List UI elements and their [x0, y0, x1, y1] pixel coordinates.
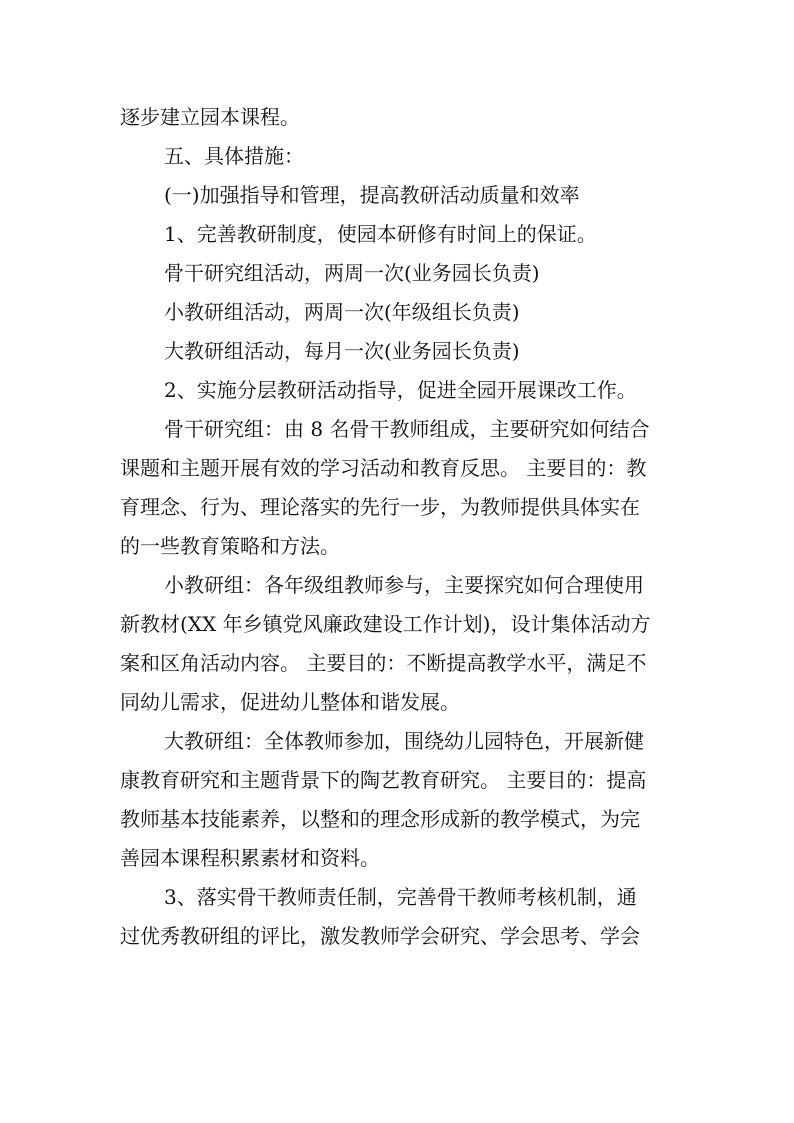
text-line: 过优秀教研组的评比，激发教师学会研究、学会思考、学会 — [120, 924, 640, 948]
text-line: 大教研组活动，每月一次(业务园长负责) — [164, 339, 520, 363]
text-line: 育理念、行为、理论落实的先行一步，为教师提供具体实在 — [120, 495, 640, 519]
text-line: 逐步建立园本课程。 — [120, 105, 300, 129]
text-line: 同幼儿需求，促进幼儿整体和谐发展。 — [120, 690, 460, 714]
text-line: 3、落实骨干教师责任制，完善骨干教师考核机制，通 — [164, 885, 637, 909]
text-line: 案和区角活动内容。 主要目的：不断提高教学水平，满足不 — [120, 651, 647, 675]
text-line: 2、实施分层教研活动指导，促进全园开展课改工作。 — [164, 378, 637, 402]
text-line: 小教研组活动，两周一次(年级组长负责) — [164, 300, 520, 324]
text-line: 教师基本技能素养，以整和的理念形成新的教学模式，为完 — [120, 807, 640, 831]
text-line: 五、具体措施： — [164, 144, 304, 168]
document-body — [120, 98, 676, 956]
text-line: 大教研组：全体教师参加，围绕幼儿园特色，开展新健 — [164, 729, 644, 753]
text-line: (一)加强指导和管理，提高教研活动质量和效率 — [164, 183, 580, 207]
text-line: 善园本课程积累素材和资料。 — [120, 846, 380, 870]
text-line: 康教育研究和主题背景下的陶艺教育研究。 主要目的：提高 — [120, 768, 647, 792]
text-line: 新教材(XX 年乡镇党风廉政建设工作计划)，设计集体活动方 — [120, 612, 651, 636]
text-line: 小教研组：各年级组教师参与，主要探究如何合理使用 — [164, 573, 644, 597]
text-line: 1、完善教研制度，使园本研修有时间上的保证。 — [164, 222, 597, 246]
text-line: 骨干研究组活动，两周一次(业务园长负责) — [164, 261, 540, 285]
text-line: 骨干研究组：由 8 名骨干教师组成，主要研究如何结合 — [164, 417, 650, 441]
text-line: 课题和主题开展有效的学习活动和教育反思。 主要目的：教 — [120, 456, 647, 480]
text-line: 的一些教育策略和方法。 — [120, 534, 340, 558]
